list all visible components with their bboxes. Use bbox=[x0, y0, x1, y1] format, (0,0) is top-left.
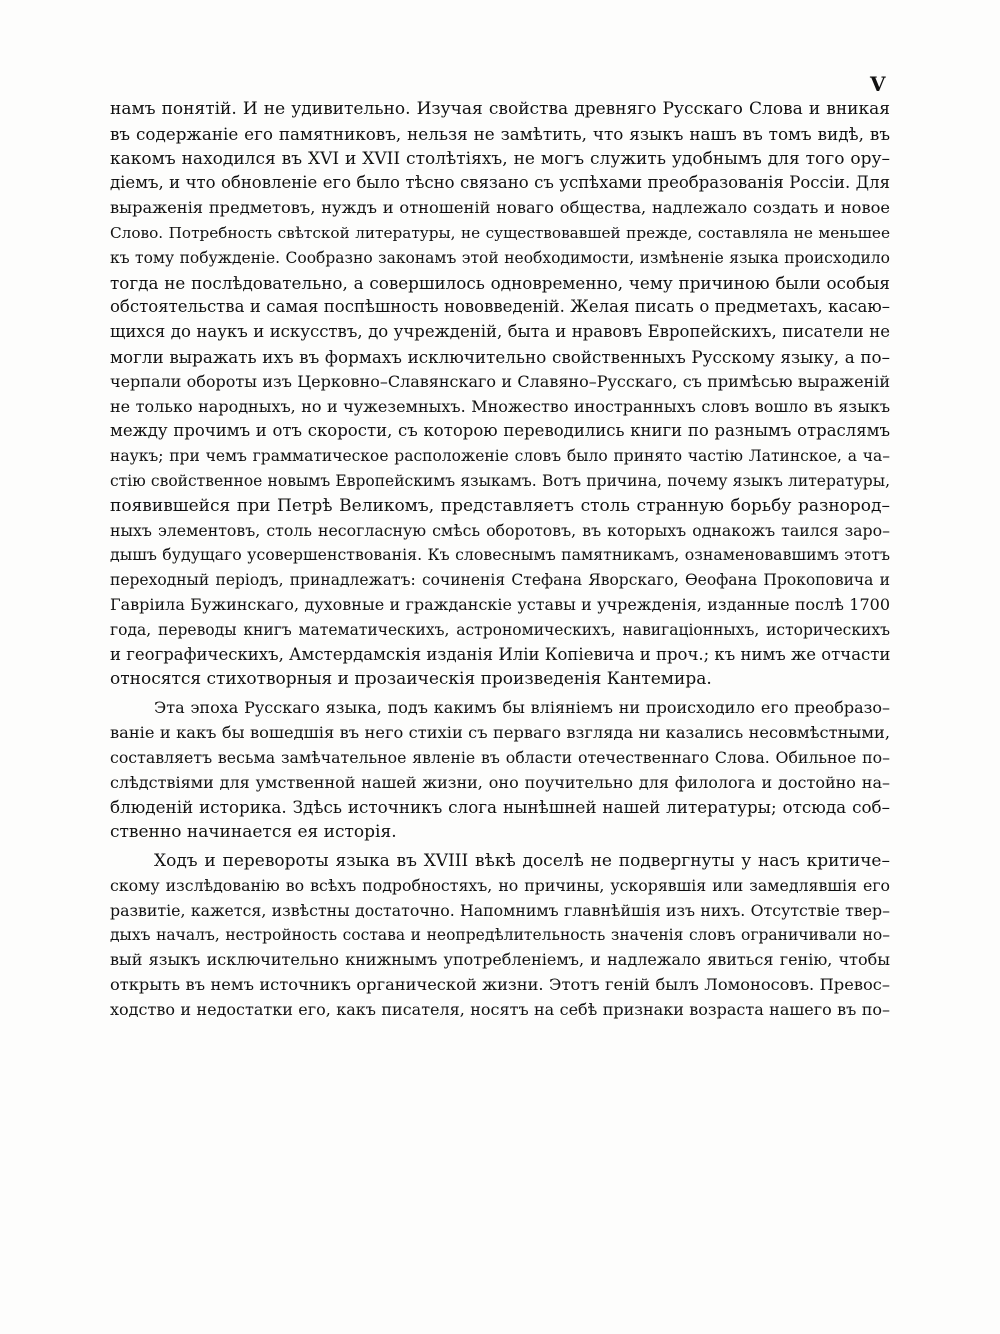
body-text bbox=[110, 97, 890, 1022]
text-line: стію свойственное новымъ Европейскимъ языкамъ. Вотъ причина, почему языкъ литературы, bbox=[110, 471, 890, 490]
text-line: Ходъ и перевороты языка въ XVIII вѣкѣ доселѣ не подвергнуты у насъ критиче– bbox=[154, 850, 890, 871]
text-line: ходство и недостатки его, какъ писателя, носятъ на себѣ признаки возраста нашего въ по– bbox=[110, 999, 890, 1019]
text-line: между прочимъ и отъ скорости, съ которою переводились книги по разнымъ отраслямъ bbox=[110, 421, 890, 441]
text-line: скому изслѣдованію во всѣхъ подробностяхъ, но причины, ускорявшія или замедлявшія его bbox=[110, 875, 890, 895]
paragraph-1 bbox=[110, 97, 890, 692]
text-line: открыть въ немъ источникъ органической жизни. Этотъ геній былъ Ломоносовъ. Превос– bbox=[110, 974, 890, 994]
text-line: не только народныхъ, но и чужеземныхъ. Множество иностранныхъ словъ вошло въ языкъ bbox=[110, 396, 890, 416]
text-line: блюденій историка. Здѣсь источникъ слога нынѣшней нашей литературы; отсюда соб– bbox=[110, 797, 890, 818]
text-line: діемъ, и что обновленіе его было тѣсно связано съ успѣхами преобразованія Россіи. Для bbox=[110, 173, 890, 193]
text-line: слѣдствіями для умственной нашей жизни, оно поучительно для филолога и достойно на– bbox=[110, 772, 890, 792]
text-line: вый языкъ исключительно книжнымъ употребленіемъ, и надлежало явиться генію, чтобы bbox=[110, 950, 890, 970]
text-line: ваніе и какъ бы вошедшія въ него стихіи съ перваго взгляда ни казались несовмѣстными, bbox=[110, 722, 890, 742]
text-line: ныхъ элементовъ, столь несогласную смѣсь оборотовъ, въ которыхъ однакожъ таился заро– bbox=[110, 520, 890, 540]
text-line: тогда не послѣдовательно, а совершилось одновременно, чему причиною были особыя bbox=[110, 272, 890, 293]
text-line: дыхъ началъ, нестройность состава и неопредѣлительность значенія словъ ограничивали но– bbox=[110, 926, 890, 945]
page-number: V bbox=[870, 72, 887, 96]
paragraph-3 bbox=[110, 849, 890, 1023]
text-line: къ тому побужденіе. Сообразно законамъ этой необходимости, измѣненіе языка происходило bbox=[110, 248, 890, 267]
text-line: ственно начинается ея исторія. bbox=[110, 822, 397, 843]
text-line: относятся стихотворныя и прозаическія произведенія Кантемира. bbox=[110, 669, 712, 690]
text-line: развитіе, кажется, извѣстны достаточно. Напомнимъ главнѣйшія изъ нихъ. Отсутствіе твер– bbox=[110, 900, 890, 920]
text-line: какомъ находился въ XVI и XVII столѣтіяхъ, не могъ служить удобнымъ для того ору– bbox=[110, 148, 890, 169]
paragraph-2 bbox=[110, 696, 890, 845]
text-line: въ содержаніе его памятниковъ, нельзя не замѣтить, что языкъ нашъ въ томъ видѣ, въ bbox=[110, 123, 890, 144]
text-line: года, переводы книгъ математическихъ, астрономическихъ, навигаціонныхъ, историческихъ bbox=[110, 620, 890, 639]
text-line: Слово. Потребность свѣтской литературы, не существовавшей прежде, составляла не меньшее bbox=[110, 223, 890, 242]
text-line: обстоятельства и самая поспѣшность нововведеній. Желая писать о предметахъ, касаю– bbox=[110, 297, 890, 317]
text-line: выраженія предметовъ, нуждъ и отношеній новаго общества, надлежало создать и новое bbox=[110, 198, 890, 218]
text-line: и географическихъ, Амстердамскія изданія Иліи Копіевича и проч.; къ нимъ же отчасти bbox=[110, 644, 891, 664]
text-line: Эта эпоха Русскаго языка, подъ какимъ бы вліяніемъ ни происходило его преобразо– bbox=[154, 698, 890, 718]
text-line: составляетъ весьма замѣчательное явленіе въ области отечественнаго Слова. Обильное по– bbox=[110, 747, 890, 767]
text-line: щихся до наукъ и искусствъ, до учрежденій, быта и нравовъ Европейскихъ, писатели не bbox=[110, 322, 890, 342]
text-line: намъ понятій. И не удивительно. Изучая свойства древняго Русскаго Слова и вникая bbox=[110, 99, 890, 119]
text-line: дышъ будущаго усовершенствованія. Къ словеснымъ памятникамъ, ознаменовавшимъ этотъ bbox=[110, 545, 890, 565]
text-line: могли выражать ихъ въ формахъ исключительно свойственныхъ Русскому языку, а по– bbox=[110, 346, 890, 367]
text-line: Гавріила Бужинскаго, духовные и гражданскіе уставы и учрежденія, изданные послѣ 1700 bbox=[110, 594, 890, 614]
text-line: наукъ; при чемъ грамматическое расположеніе словъ было принято частію Латинское, а ча– bbox=[110, 447, 890, 466]
text-line: появившейся при Петрѣ Великомъ, представляетъ столь странную борьбу разнород– bbox=[110, 495, 890, 516]
text-line: переходный періодъ, принадлежатъ: сочиненія Стефана Яворскаго, Ѳеофана Прокоповича и bbox=[110, 571, 890, 590]
text-line: черпали обороты изъ Церковно–Славянскаго и Славяно–Русскаго, съ примѣсью выраженій bbox=[110, 371, 890, 391]
